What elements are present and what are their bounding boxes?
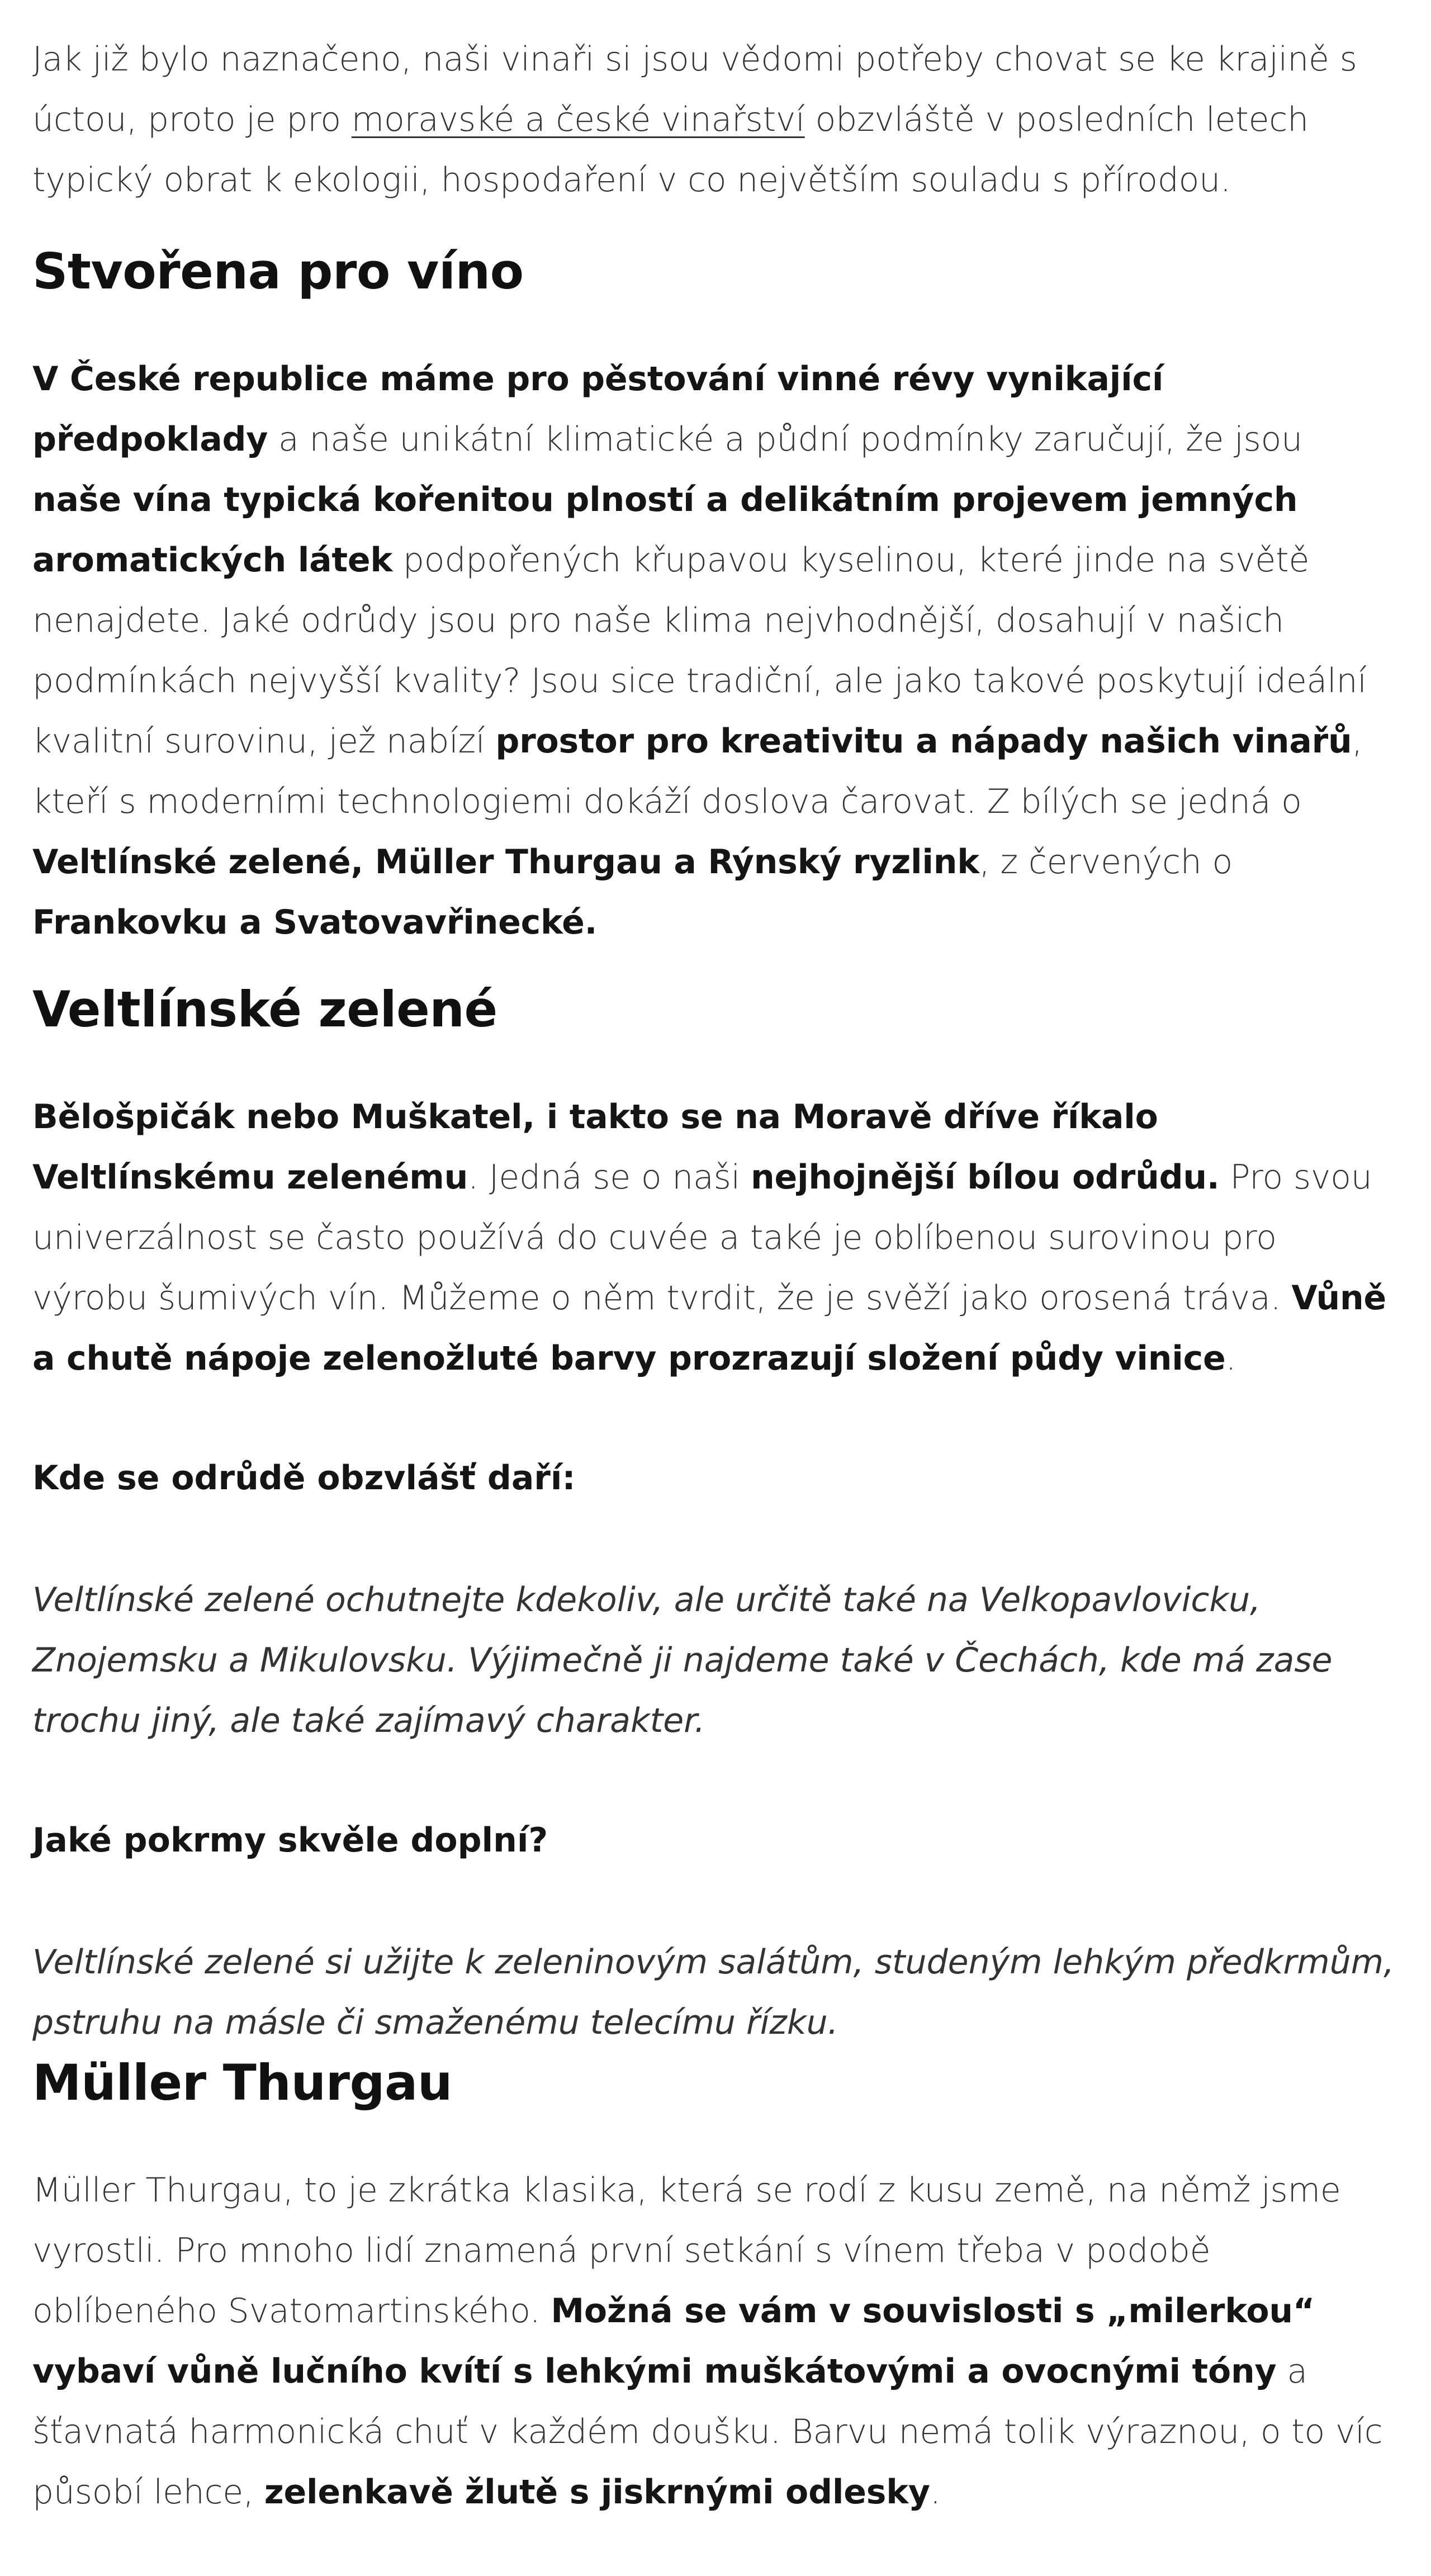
bold-phrase: Možná se vám v souvislosti s „milerkou“ vybaví vůně lučního kvítí s lehkými muškátovými a ovocnými tóny (32, 2291, 1315, 2391)
text-run: . Jedná se o naši (468, 1158, 751, 1197)
text-run: Müller Thurgau, to je zkrátka klasika, která se rodí z kusu země, na němž jsme vyrostli. Pro mnoho lidí znamená první setkání s vínem třeba v podobě oblíbeného Svatomartinského. (32, 2171, 1341, 2331)
bold-phrase: Frankovku a Svatovavřinecké. (32, 903, 598, 942)
text-run: , kteří s moderními technologiemi dokáží doslova čarovat. Z bílých se jedná o (32, 722, 1363, 821)
heading-veltlinske-zelene: Veltlínské zelené (32, 981, 497, 1038)
intro-text-end: obzvláště v posledních letech typický obrat k ekologii, hospodaření v co největším souladu s přírodou. (32, 100, 1309, 200)
heading-muller-thurgau: Müller Thurgau (32, 2054, 453, 2111)
intro-text: Jak již bylo naznačeno, naši vinaři si jsou vědomi potřeby chovat se ke krajině s úctou, proto je pro (32, 40, 1357, 139)
bold-phrase: nejhojnější bílou odrůdu. (751, 1158, 1220, 1197)
bold-phrase: zelenkavě žlutě s jiskrnými odlesky (264, 2473, 930, 2512)
text-run: Pro svou univerzálnost se často používá do cuvée a také je oblíbenou surovinou pro výrobu šumivých vín. Můžeme o něm tvrdit, že je svěží jako orosená tráva. (32, 1158, 1372, 1318)
text-run: podpořených křupavou kyselinou, které jinde na světě nenajdete. Jaké odrůdy jsou pro naše klima nejvhodnější, dosahují v našich podmínkách nejvyšší kvality? Jsou sice tradiční, ale jako takové poskytují ideální kvalitní surovinu, jež nabízí (32, 541, 1367, 761)
answer-jake-pokrmy: Veltlínské zelené si užijte k zeleninovým salátům, studeným lehkým předkrmům, pstruhu na másle či smaženému telecímu řízku. (32, 1943, 1395, 2042)
text-run: a šťavnatá harmonická chuť v každém doušku. Barvu nemá tolik výraznou, o to víc působí lehce, (32, 2352, 1383, 2512)
question-kde-se-dari: Kde se odrůdě obzvlášť daří: (32, 1459, 576, 1498)
answer-kde-se-dari: Veltlínské zelené ochutnejte kdekoliv, ale určitě také na Velkopavlovicku, Znojemsku a Mikulovsku. Výjimečně ji najdeme také v Čechách, kde má zase trochu jiný, ale také zajímavý charakter. (32, 1580, 1333, 1740)
bold-phrase: V České republice máme pro pěstování vinné révy vynikající předpoklady (32, 359, 1164, 459)
heading-stvorena-pro-vino: Stvořena pro víno (32, 243, 524, 300)
bold-phrase: prostor pro kreativitu a nápady našich vinařů (495, 722, 1352, 761)
veltlinske-paragraph (32, 1087, 1399, 1389)
text-run: , z červených o (979, 842, 1233, 882)
text-run: a naše unikátní klimatické a půdní podmínky zaručují, že jsou (268, 420, 1302, 459)
stvorena-paragraph (32, 349, 1399, 953)
question-jake-pokrmy: Jaké pokrmy skvěle doplní? (32, 1821, 548, 1860)
wine-regions-link[interactable]: moravské a české vinařství (351, 100, 805, 139)
bold-phrase: Veltlínské zelené, Müller Thurgau a Rýnský ryzlink (32, 842, 979, 882)
text-run: . (1225, 1339, 1236, 1378)
intro-paragraph (32, 29, 1399, 210)
bold-phrase: naše vína typická kořenitou plností a delikátním projevem jemných aromatických látek (32, 480, 1298, 580)
bold-phrase: Bělošpičák nebo Muškatel, i takto se na Moravě dříve říkalo Veltlínskému zelenému (32, 1097, 1158, 1197)
bold-phrase: Vůně a chutě nápoje zelenožluté barvy prozrazují složení půdy vinice (32, 1278, 1386, 1378)
muller-paragraph (32, 2160, 1399, 2522)
text-run: . (930, 2473, 941, 2512)
